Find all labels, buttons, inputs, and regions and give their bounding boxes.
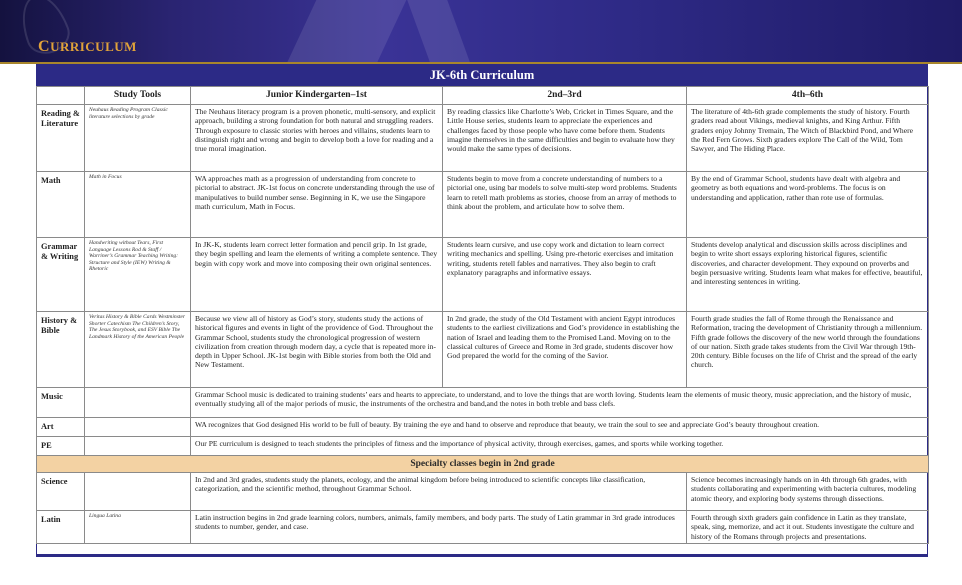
- subject-cell: Math: [37, 172, 85, 238]
- table-title: JK-6th Curriculum: [36, 64, 928, 86]
- table-row-math: [37, 172, 929, 238]
- header-4th-6th: 4th–6th: [687, 87, 929, 105]
- latin-upper-grades: Fourth through sixth graders gain confidence in Latin as they translate, speak, sing, memorize, and act it out. Students investigate the culture and history of the Romans through projects and presentations.: [687, 511, 929, 544]
- specialty-heading-row: [37, 456, 929, 473]
- g46-cell: The literature of 4th-6th grade complements the study of history. Fourth graders read about Vikings, medieval knights, and King Arthur. Fifth graders enjoy Johnny Tremain, The Witch of Blackbird Pond, and Where the Red Fern Grows. Sixth graders explore The Call of the Wild, Tom Sawyer, and The Hiding Place.: [687, 105, 929, 172]
- science-upper-grades: Science becomes increasingly hands on in 4th through 6th grades, with students collaborating and experimenting with bacteria cultures, modeling atomic theory, and exploring body systems through dissections.: [687, 473, 929, 511]
- study-tools-cell: [85, 388, 191, 418]
- latin-lower-grades: Latin instruction begins in 2nd grade learning colors, numbers, animals, family members, and body parts. The study of Latin grammar in 3rd grade introduces students to number, gender, and case.: [191, 511, 687, 544]
- subject-cell: Science: [37, 473, 85, 511]
- table-row-latin: [37, 511, 929, 544]
- banner-title: [38, 38, 137, 56]
- header-row: [37, 87, 929, 105]
- header-2nd-3rd: 2nd–3rd: [443, 87, 687, 105]
- study-tools-cell: Lingua Latina: [85, 511, 191, 544]
- study-tools-cell: Handwriting without Tears, First Language Lessons Rod & Staff / Warriner’s Grammar Teaching Writing: Structure and Style (IEW) Writing & Rhetoric: [85, 238, 191, 312]
- subject-cell: Grammar & Writing: [37, 238, 85, 312]
- science-lower-grades: In 2nd and 3rd grades, students study the planets, ecology, and the animal kingdom before being introduced to scientific concepts like classification, categorization, and the scientific method, throughout Grammar School.: [191, 473, 687, 511]
- specialty-heading: Specialty classes begin in 2nd grade: [37, 456, 929, 473]
- jk1-cell: Because we view all of history as God’s story, students study the actions of historical figures and events in light of the providence of God. Throughout the Grammar School, students study the chronological progression of western civilization from creation through modern day, a cycle that is repeated more in-depth in Upper School. JK-1st begin with Bible stories from both the Old and New Testament.: [191, 312, 443, 388]
- study-tools-cell: [85, 473, 191, 511]
- jk1-cell: In JK-K, students learn correct letter formation and pencil grip. In 1st grade, they begin spelling and learn the elements of writing a complete sentence. They begin with copy work and move into composing their own original sentences.: [191, 238, 443, 312]
- g46-cell: Fourth grade studies the fall of Rome through the Renaissance and Reformation, tracing the development of Christianity through a millennium. Fifth grade follows the discovery of the new world through the foundations of our nation. Sixth grade takes students from the Civil War through 19th-20th century. Bible focuses on the life of Christ and the spread of the early church.: [687, 312, 929, 388]
- subject-cell: Latin: [37, 511, 85, 544]
- subject-cell: Art: [37, 418, 85, 437]
- subject-cell: Music: [37, 388, 85, 418]
- subject-cell: PE: [37, 437, 85, 456]
- table-row-science: [37, 473, 929, 511]
- g23-cell: In 2nd grade, the study of the Old Testament with ancient Egypt introduces students to the earliest civilizations and God’s providence in establishing the nation of Israel and leading them to the Promised Land. Moving on to the classical cultures of Greece and Rome in 3rd grade, students discover how God prepared the world for the coming of the Savior.: [443, 312, 687, 388]
- table-row-grammar: [37, 238, 929, 312]
- header-jk-1st: Junior Kindergarten–1st: [191, 87, 443, 105]
- g46-cell: By the end of Grammar School, students have dealt with algebra and geometry as both equations and word-problems. The focus is on understanding and application, rather than rote use of formulas.: [687, 172, 929, 238]
- g46-cell: Students develop analytical and discussion skills across disciplines and begin to write short essays exploring historical figures, scientific discoveries, and character development. They expound on proverbs and begin persuasive writing. Students learn what makes for effective, beautiful, and interesting sentences in writing.: [687, 238, 929, 312]
- banner-decoration: [284, 0, 407, 64]
- g23-cell: Students begin to move from a concrete understanding of numbers to a pictorial one, using bar models to solve multi-step word problems. Students learn to retell math problems as stories, choose from an array of methods to think about the problem, and articulate how to solve them.: [443, 172, 687, 238]
- header-subject: [37, 87, 85, 105]
- jk1-cell: WA approaches math as a progression of understanding from concrete to pictorial to abstract. JK-1st focus on concrete understanding through the use of manipulatives to build number sense. Beginning in K, we use the Singapore math curriculum, Math in Focus.: [191, 172, 443, 238]
- art-description: WA recognizes that God designed His world to be full of beauty. By training the eye and hand to observe and reproduce that beauty, we train the soul to see and appreciate God’s beauty throughout creation.: [191, 418, 929, 437]
- curriculum-table: [36, 86, 929, 544]
- pe-description: Our PE curriculum is designed to teach students the principles of fitness and the importance of physical activity, through exercises, games, and sports while working together.: [191, 437, 929, 456]
- table-row-pe: [37, 437, 929, 456]
- table-row-music: [37, 388, 929, 418]
- table-row-history: [37, 312, 929, 388]
- banner-title-rest: URRICULUM: [50, 39, 137, 54]
- subject-cell: History & Bible: [37, 312, 85, 388]
- table-row-art: [37, 418, 929, 437]
- study-tools-cell: [85, 437, 191, 456]
- jk1-cell: The Neuhaus literacy program is a proven phonetic, multi-sensory, and explicit approach, building a strong foundation for both natural and struggling readers. Through exposure to classic stories with heroes and villains, students learn to distinguish right and wrong and begin to develop both a love for reading and a true moral imagination.: [191, 105, 443, 172]
- g23-cell: Students learn cursive, and use copy work and dictation to learn correct writing mechanics and spelling. Using pre-rhetoric exercises and imitation writing, students retell fables and narratives. They also begin to craft explanatory paragraphs and informative essays.: [443, 238, 687, 312]
- header-study-tools: Study Tools: [85, 87, 191, 105]
- study-tools-cell: [85, 418, 191, 437]
- banner-title-cap: C: [38, 38, 51, 55]
- banner-decoration: [407, 0, 472, 64]
- g23-cell: By reading classics like Charlotte’s Web, Cricket in Times Square, and the Little House series, students learn to appreciate the experiences and challenges faced by those people who have come before them. Students imagine themselves in the same difficulties and begin to evaluate how they would make the same types of decisions.: [443, 105, 687, 172]
- header-banner: [0, 0, 962, 64]
- music-description: Grammar School music is dedicated to training students’ ears and hearts to appreciate, to understand, and to love the things that are worth loving. Students learn the elements of music theory, music appreciation, and the history of music, eventually studying all of the major periods of music, the instruments of the orchestra and band,and the notes in both treble and bass clefs.: [191, 388, 929, 418]
- study-tools-cell: Neuhaus Reading Program Classic literature selections by grade: [85, 105, 191, 172]
- study-tools-cell: Math in Focus: [85, 172, 191, 238]
- study-tools-cell: Veritas History & Bible Cards Westminster Shorter Catechism The Children’s Story, The Jesus Storybook, and ESV Bible The Landmark History of the American People: [85, 312, 191, 388]
- table-row-reading: [37, 105, 929, 172]
- subject-cell: Reading & Literature: [37, 105, 85, 172]
